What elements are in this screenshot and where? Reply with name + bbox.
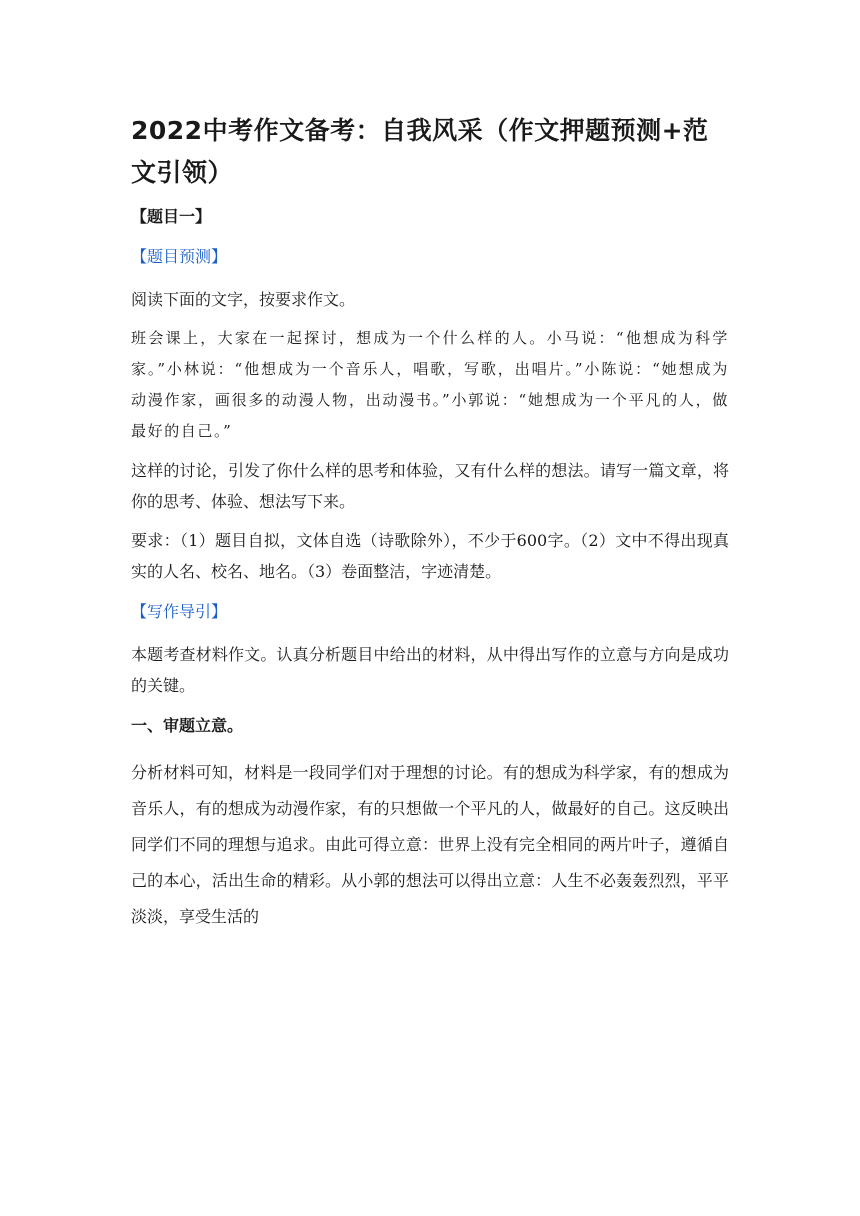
document-title: 2022中考作文备考：自我风采（作文押题预测+范文引领）: [131, 116, 709, 187]
instruction-text: 阅读下面的文字，按要求作文。: [131, 290, 356, 309]
topic-prediction-label: 【题目预测】: [131, 247, 228, 266]
material-paragraph: 班会课上，大家在一起探讨，想成为一个什么样的人。小马说：“他想成为科学家。”小林说：“他想成为一个音乐人，唱歌，写歌，出唱片。”小陈说：“她想成为动漫作家，画很多的动漫人物，出动漫书。”小郭说：“她想成为一个平凡的人，做最好的自己。”: [131, 329, 729, 440]
analysis-heading: 一、审题立意。: [131, 716, 244, 735]
guide-paragraph: 本题考查材料作文。认真分析题目中给出的材料，从中得出写作的立意与方向是成功的关键。: [131, 645, 729, 695]
section-heading-topic-one: 【题目一】: [131, 207, 212, 226]
analysis-paragraph: 分析材料可知，材料是一段同学们对于理想的讨论。有的想成为科学家，有的想成为音乐人，有的想成为动漫作家，有的只想做一个平凡的人，做最好的自己。这反映出同学们不同的理想与追求。由此可得立意：世界上没有完全相同的两片叶子，遵循自己的本心，活出生命的精彩。从小郭的想法可以得出立意：人生不必轰轰烈烈，平平淡淡，享受生活的: [131, 763, 729, 926]
requirements-paragraph: 要求：（1）题目自拟，文体自选（诗歌除外），不少于600字。（2）文中不得出现真实的人名、校名、地名。（3）卷面整洁，字迹清楚。: [131, 531, 729, 581]
writing-guide-label: 【写作导引】: [131, 602, 228, 621]
prompt-paragraph: 这样的讨论，引发了你什么样的思考和体验，又有什么样的想法。请写一篇文章，将你的思考、体验、想法写下来。: [131, 461, 729, 511]
document-page: [131, 110, 729, 935]
